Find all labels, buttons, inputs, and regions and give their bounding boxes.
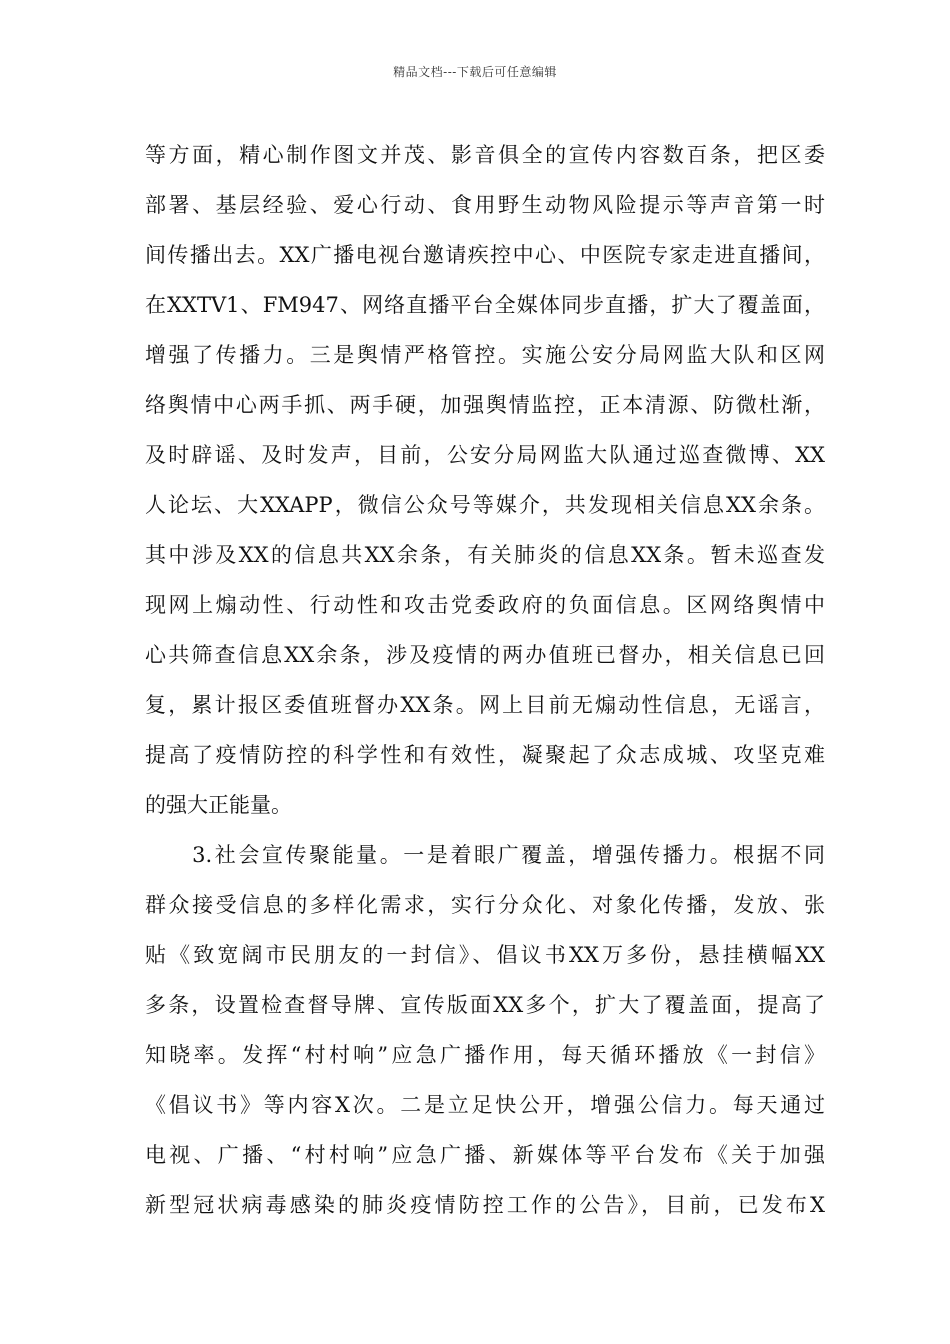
text-line: 知晓率。发挥“村村响”应急广播作用，每天循环播放《一封信》 [145,1043,825,1067]
text-line: 3.社会宣传聚能量。一是着眼广覆盖，增强传播力。根据不同 [145,843,825,867]
text-line: 多条，设置检查督导牌、宣传版面XX多个，扩大了覆盖面，提高了 [145,993,825,1017]
text-line: 络舆情中心两手抓、两手硬，加强舆情监控，正本清源、防微杜渐， [145,393,825,417]
text-line: 等方面，精心制作图文并茂、影音俱全的宣传内容数百条，把区委 [145,143,825,167]
text-line: 群众接受信息的多样化需求，实行分众化、对象化传播，发放、张 [145,893,825,917]
text-line: 的强大正能量。 [145,793,292,817]
page-header: 精品文档---下载后可任意编辑 [393,65,557,79]
text-line: 及时辟谣、及时发声，目前，公安分局网监大队通过巡查微博、XX [145,443,825,467]
text-line: 其中涉及XX的信息共XX余条，有关肺炎的信息XX条。暂未巡查发 [145,543,825,567]
text-line: 在XXTV1、FM947、网络直播平台全媒体同步直播，扩大了覆盖面， [145,293,825,317]
document-body [145,130,825,1230]
text-line: 新型冠状病毒感染的肺炎疫情防控工作的公告》，目前，已发布X [145,1193,825,1217]
text-line: 增强了传播力。三是舆情严格管控。实施公安分局网监大队和区网 [145,343,825,367]
text-line: 提高了疫情防控的科学性和有效性，凝聚起了众志成城、攻坚克难 [145,743,825,767]
text-line: 人论坛、大XXAPP，微信公众号等媒介，共发现相关信息XX余条。 [145,493,825,517]
text-line: 部署、基层经验、爱心行动、食用野生动物风险提示等声音第一时 [145,193,825,217]
text-line: 心共筛查信息XX余条，涉及疫情的两办值班已督办，相关信息已回 [145,643,825,667]
text-line: 《倡议书》等内容X次。二是立足快公开，增强公信力。每天通过 [145,1093,825,1117]
text-line: 电视、广播、“村村响”应急广播、新媒体等平台发布《关于加强 [145,1143,825,1167]
text-line: 现网上煽动性、行动性和攻击党委政府的负面信息。区网络舆情中 [145,593,825,617]
text-line: 间传播出去。XX广播电视台邀请疾控中心、中医院专家走进直播间， [145,243,825,267]
text-line: 贴《致宽阔市民朋友的一封信》、倡议书XX万多份，悬挂横幅XX [145,943,825,967]
text-line: 复，累计报区委值班督办XX条。网上目前无煽动性信息，无谣言， [145,693,825,717]
